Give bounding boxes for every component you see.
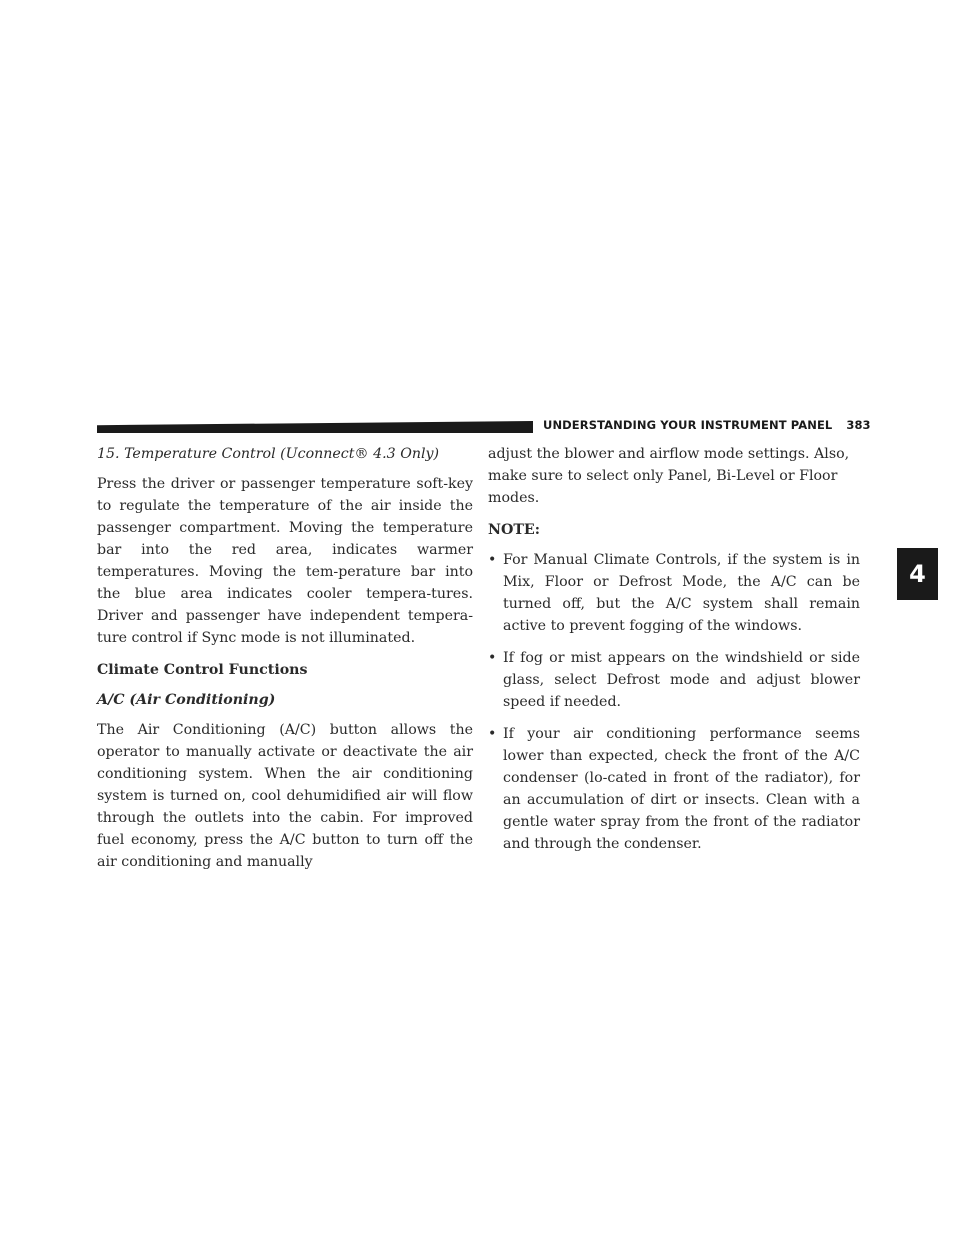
continuation-paragraph: adjust the blower and airflow mode settings. Also, make sure to select only Panel, Bi-Level or Floor modes.	[488, 446, 850, 506]
left-column	[97, 443, 473, 883]
list-item	[488, 549, 860, 637]
ac-paragraph: The Air Conditioning (A/C) button allows the operator to manually activate or deactivate the air conditioning system. When the air conditioning system is turned on, cool dehumidified air will flow through the outlets into the cabin. For improved fuel economy, press the A/C button to turn off the air conditioning and manually	[97, 722, 473, 870]
ac-heading: A/C (Air Conditioning)	[97, 692, 276, 708]
bullet-text: If fog or mist appears on the windshield or side glass, select Defrost mode and adjust blower speed if needed.	[503, 650, 860, 710]
temperature-paragraph: Press the driver or passenger temperature soft-key to regulate the temperature of the air inside the passenger compartment. Moving the temperature bar into the red area, indicates warmer temperatures. Moving the tem-perature bar into the blue area indicates cooler tempera-tures. Driver and passenger have independent tempera-ture control if Sync mode is not illuminated.	[97, 476, 473, 646]
header-rule	[97, 421, 533, 433]
section-heading: 15. Temperature Control (Uconnect® 4.3 Only)	[97, 446, 440, 462]
running-header	[543, 418, 871, 432]
bullet-text: If your air conditioning performance seems lower than expected, check the front of the A/C condenser (lo-cated in front of the radiator), for an accumulation of dirt or insects. Clean with a gentle water spray from the front of the radiator and through the condenser.	[503, 726, 860, 852]
chapter-tab: 4	[897, 548, 938, 600]
bullet-icon: •	[488, 726, 497, 742]
bullet-icon: •	[488, 552, 497, 568]
list-item	[488, 647, 860, 713]
bullet-icon: •	[488, 650, 497, 666]
climate-heading: Climate Control Functions	[97, 662, 308, 678]
bullet-text: For Manual Climate Controls, if the system is in Mix, Floor or Defrost Mode, the A/C can be turned off, but the A/C system shall remain active to prevent fogging of the windows.	[503, 552, 860, 634]
note-list	[488, 549, 860, 855]
note-label: NOTE:	[488, 522, 540, 538]
page-number: 383	[846, 418, 871, 432]
header-title: UNDERSTANDING YOUR INSTRUMENT PANEL	[543, 418, 833, 432]
right-column	[488, 443, 860, 865]
list-item	[488, 723, 860, 855]
